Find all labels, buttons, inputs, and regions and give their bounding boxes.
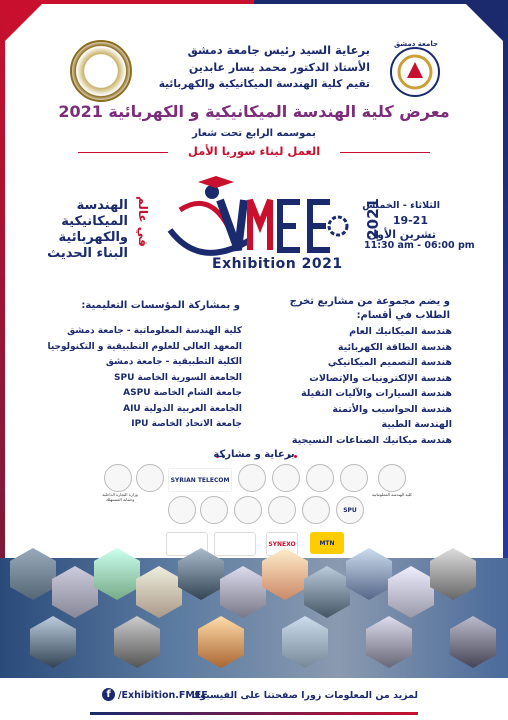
sponsor-logo xyxy=(306,464,334,492)
sponsor-label: SYNEXO xyxy=(268,540,296,548)
departments-heading-2: الطلاب في أقسام: xyxy=(356,310,450,321)
event-time: 11:30 am - 06:00 pm xyxy=(364,240,475,251)
event-month: تشرين الأول xyxy=(367,228,436,241)
tagline-line-1: الهندسة xyxy=(76,198,128,213)
sponsor-logo xyxy=(168,496,196,524)
institution-item: الجامعة العربية الدولية AIU xyxy=(123,403,242,414)
university-logo-caption: جامعة دمشق xyxy=(394,40,438,48)
patronage-line-2: الأستاذ الدكتور محمد يسار عابدين xyxy=(188,61,370,74)
sponsor-logo xyxy=(238,464,266,492)
slogan: العمل لبناء سوريا الأمل xyxy=(187,144,321,158)
season-line: بموسمه الرابع تحت شعار xyxy=(192,128,316,139)
departments-heading-1: و يضم مجموعة من مشاريع تخرج xyxy=(289,296,450,307)
sponsor-logo xyxy=(272,464,300,492)
tagline-line-4: البناء الحديث xyxy=(47,246,128,261)
department-item: هندسة الإلكترونيات والإتصالات xyxy=(309,372,452,384)
sponsor-logo xyxy=(104,464,132,492)
sponsor-logo xyxy=(378,464,406,492)
department-item: هندسة ميكانيك الصناعات النسيجية xyxy=(291,434,452,446)
sponsor-label: SYRIAN TELECOM xyxy=(170,476,230,484)
facebook-icon[interactable]: f xyxy=(102,688,115,701)
sponsor-logo xyxy=(302,496,330,524)
institution-item: جامعة الشام الخاصة ASPU xyxy=(123,388,242,398)
logo-wordmark xyxy=(256,206,259,207)
patronage-line-1: برعاية السيد رئيس جامعة دمشق xyxy=(187,43,370,57)
institution-item: المعهد العالي للعلوم التطبيقية و التكنولوجيا xyxy=(47,341,242,352)
departments-list xyxy=(252,326,452,450)
department-item: هندسة الميكانيك العام xyxy=(349,326,452,337)
institution-item: كلية الهندسة المعلوماتية - جامعة دمشق xyxy=(67,326,242,336)
institution-item: الجامعة السورية الخاصة SPU xyxy=(114,372,242,383)
corner-navy-triangle xyxy=(462,0,508,46)
event-dates: 19-21 xyxy=(392,214,428,227)
event-year: 2021 xyxy=(364,198,382,240)
right-side-strip xyxy=(503,0,508,560)
institution-item: الكلية التطبيقية - جامعة دمشق xyxy=(105,357,242,367)
sponsor-caption-ministry: وزارة التجارة الداخلية وحماية المستهلك xyxy=(102,492,138,502)
engineering-collage xyxy=(0,538,508,678)
damascus-university-logo xyxy=(380,40,450,100)
tagline-vertical: في عالم xyxy=(136,196,150,247)
corner-red-triangle xyxy=(0,0,46,46)
department-item: الهندسة الطبية xyxy=(381,419,452,430)
event-days: الثلاثاء - الخميس xyxy=(362,200,440,211)
sponsor-label: MTN xyxy=(319,539,335,547)
institutions-heading: و بمشاركة المؤسسات التعليمية: xyxy=(81,300,240,311)
department-item: هندسة السيارات والآليات الثقيلة xyxy=(300,388,452,399)
sponsors-heading: برعاية و مشاركة xyxy=(213,449,295,460)
sponsor-logo xyxy=(136,464,164,492)
department-item: هندسة الحواسيب والأتمتة xyxy=(332,403,452,415)
logo-subtitle: Exhibition 2021 xyxy=(212,256,343,272)
tagline-line-3: والكهربائية xyxy=(58,230,128,245)
footer-text: لمزيد من المعلومات زورا صفحتنا على الفيسبوك xyxy=(191,690,418,701)
sponsor-logo xyxy=(340,464,368,492)
sponsor-logo xyxy=(234,496,262,524)
sponsor-label: SPU xyxy=(343,506,357,514)
tagline-line-2: الميكانيكية xyxy=(61,214,128,229)
institutions-list xyxy=(32,326,242,435)
fmee-logo xyxy=(160,170,350,280)
exhibition-title: معرض كلية الهندسة الميكانيكية و الكهربائية 2021 xyxy=(58,102,450,121)
department-item: هندسة الطاقة الكهربائية xyxy=(337,341,452,353)
sponsor-logo-syrian-telecom xyxy=(168,468,232,492)
left-side-strip xyxy=(0,0,5,560)
sponsor-logo xyxy=(268,496,296,524)
sponsor-logo-spu xyxy=(336,496,364,524)
footer-stripe xyxy=(90,712,418,715)
faculty-logo xyxy=(70,40,132,102)
institution-item: جامعة الاتحاد الخاصة IPU xyxy=(131,419,242,429)
sponsor-logo xyxy=(200,496,228,524)
patronage-line-3: تقيم كلية الهندسة الميكانيكية والكهربائية xyxy=(158,78,370,90)
footer-facebook-handle[interactable]: /Exhibition.FMEE xyxy=(118,690,208,701)
department-item: هندسة التصميم الميكانيكي xyxy=(327,357,452,368)
sponsor-caption-informatics: كلية الهندسة المعلوماتية xyxy=(372,492,412,497)
